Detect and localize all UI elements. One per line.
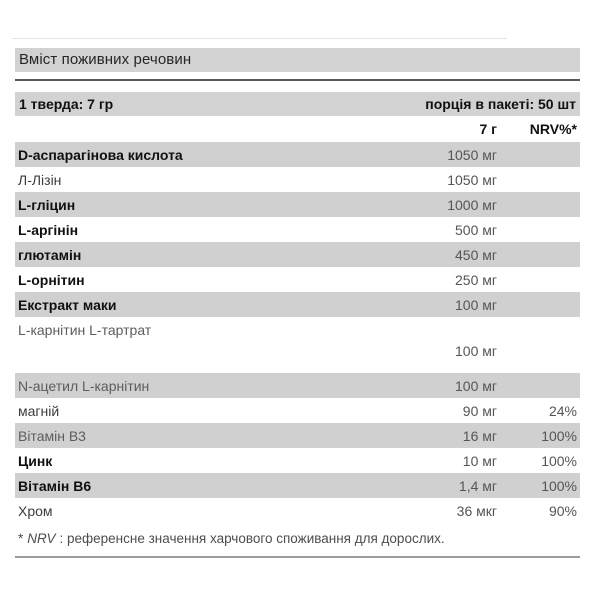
table-row — [15, 317, 580, 373]
label-content — [15, 48, 580, 548]
divider-dark — [15, 79, 580, 81]
nutrient-label: N-ацетил L-карнітин — [18, 377, 150, 394]
top-hairline — [12, 38, 507, 39]
nrv-footnote — [15, 529, 580, 548]
amount-value: 1050 мг — [447, 146, 497, 163]
amount-value: 1,4 мг — [458, 477, 497, 494]
wrapped-value-line — [18, 343, 577, 359]
nutrient-label: Л-Лізін — [18, 171, 62, 188]
serving-size-text: 1 тверда: 7 гр — [19, 96, 114, 112]
divider-light — [15, 556, 580, 558]
table-row — [15, 192, 580, 217]
serving-info-bar — [15, 92, 580, 116]
table-row — [15, 498, 580, 523]
table-row — [15, 473, 580, 498]
nutrient-label: L-гліцин — [18, 196, 76, 213]
amount-value: 16 мг — [462, 427, 497, 444]
table-row — [15, 217, 580, 242]
servings-per-pack-text: порція в пакеті: 50 шт — [425, 96, 576, 112]
amount-value: 500 мг — [455, 221, 497, 238]
section-title: Вміст поживних речовин — [19, 51, 192, 68]
table-row — [15, 267, 580, 292]
amount-value: 100 мг — [455, 343, 497, 359]
nutrient-label: магній — [18, 402, 60, 419]
table-row — [15, 448, 580, 473]
amount-value: 100 мг — [455, 377, 497, 394]
nutrient-label: L-орнітин — [18, 271, 85, 288]
section-title-bar — [15, 48, 580, 72]
value-line-spacer — [18, 343, 397, 359]
footnote-term: NRV — [27, 531, 56, 546]
nutrient-label: L-карнітин L-тартрат — [18, 322, 152, 338]
amount-column-header: 7 г — [479, 121, 497, 137]
table-row — [15, 242, 580, 267]
nutrient-label: Екстракт маки — [18, 296, 117, 313]
amount-value: 1050 мг — [447, 171, 497, 188]
nrv-value: 100% — [541, 427, 577, 444]
nutrient-label: Цинк — [18, 452, 53, 469]
amount-value: 100 мг — [455, 296, 497, 313]
table-row — [15, 292, 580, 317]
nutrient-label: Вітамін B6 — [18, 477, 92, 494]
column-header-row — [15, 116, 580, 142]
table-row — [15, 142, 580, 167]
nrv-value: 24% — [548, 402, 577, 419]
footnote-text: : референсне значення харчового споживання для дорослих. — [59, 531, 445, 546]
footnote-marker: * — [18, 531, 24, 546]
nrv-value: 90% — [548, 502, 577, 519]
nutrient-label: L-аргінін — [18, 221, 79, 238]
table-row — [15, 423, 580, 448]
amount-value: 1000 мг — [447, 196, 497, 213]
nutrient-label: D-аспарагінова кислота — [18, 146, 183, 163]
amount-value: 250 мг — [455, 271, 497, 288]
nutrient-label: глютамін — [18, 246, 82, 263]
amount-value: 36 мкг — [456, 502, 497, 519]
nrv-value: 100% — [541, 452, 577, 469]
amount-value: 90 мг — [462, 402, 497, 419]
nutrient-table — [15, 142, 580, 523]
table-row — [15, 167, 580, 192]
amount-value: 10 мг — [462, 452, 497, 469]
table-row — [15, 373, 580, 398]
nutrient-label: Хром — [18, 502, 53, 519]
table-row — [15, 398, 580, 423]
nrv-value — [497, 343, 577, 359]
amount-value: 450 мг — [455, 246, 497, 263]
nutrient-label: Вітамін B3 — [18, 427, 86, 444]
nrv-value: 100% — [541, 477, 577, 494]
nrv-column-header: NRV%* — [529, 121, 577, 137]
